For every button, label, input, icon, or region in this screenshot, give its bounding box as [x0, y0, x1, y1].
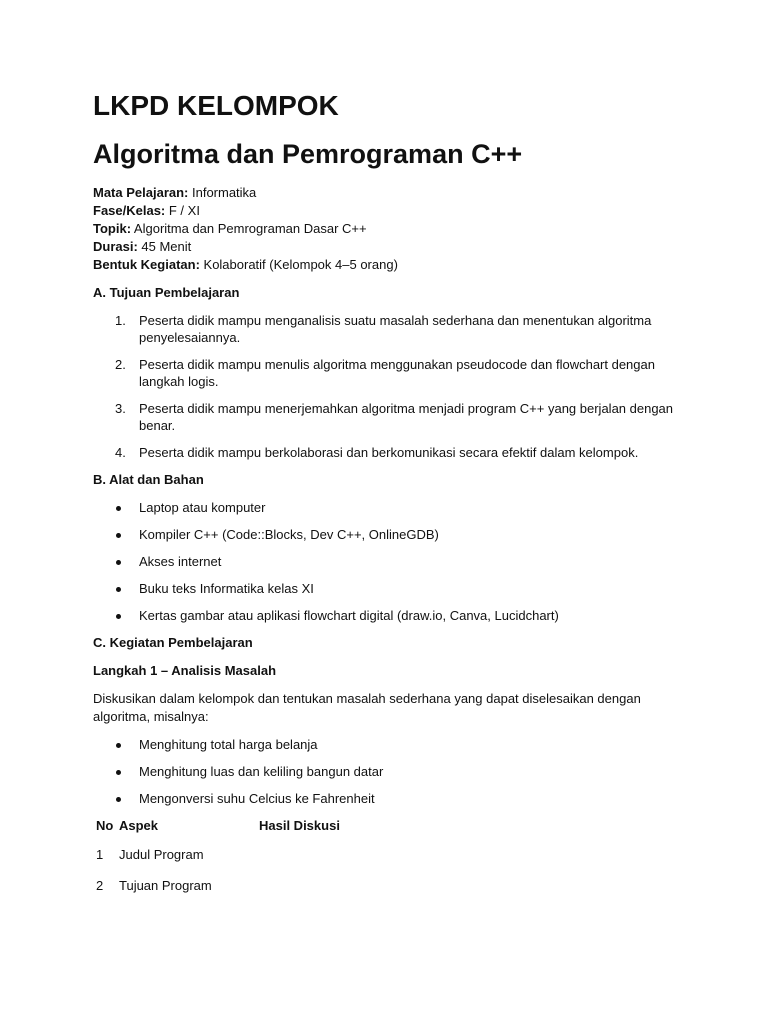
list-item: 1. Peserta didik mampu menganalisis suatu masalah sederhana dan menentukan algoritma penyelesaiannya. — [115, 313, 652, 345]
list-item: Laptop atau komputer — [93, 499, 693, 516]
list-item: Mengonversi suhu Celcius ke Fahrenheit — [93, 790, 693, 807]
cell-no: 1 — [96, 847, 104, 862]
list-item: Kompiler C++ (Code::Blocks, Dev C++, OnlineGDB) — [93, 526, 693, 543]
objectives-list — [93, 312, 693, 461]
step-1-heading: Langkah 1 – Analisis Masalah — [93, 663, 277, 678]
examples-list — [93, 736, 693, 807]
list-item: Kertas gambar atau aplikasi flowchart digital (draw.io, Canva, Lucidchart) — [93, 607, 693, 624]
bullet-icon — [116, 614, 121, 619]
table-header-row — [93, 817, 340, 846]
list-item: Menghitung luas dan keliling bangun datar — [93, 763, 693, 780]
bullet-icon — [116, 506, 121, 511]
cell-no: 2 — [96, 878, 104, 893]
bullet-icon — [116, 770, 121, 775]
meta-row-duration: Durasi: 45 Menit — [93, 239, 192, 254]
section-c-heading: C. Kegiatan Pembelajaran — [93, 635, 253, 650]
meta-row-activity: Bentuk Kegiatan: Kolaboratif (Kelompok 4–5 orang) — [93, 257, 398, 272]
meta-info — [93, 184, 693, 274]
list-item: 4. Peserta didik mampu berkolaborasi dan berkomunikasi secara efektif dalam kelompok. — [115, 445, 639, 460]
table-row — [93, 846, 340, 877]
tools-list — [93, 499, 693, 624]
discussion-table — [93, 817, 340, 908]
table-row — [93, 877, 340, 908]
bullet-icon — [116, 797, 121, 802]
cell-hasil[interactable] — [256, 877, 340, 908]
list-item: 3. Peserta didik mampu menerjemahkan algoritma menjadi program C++ yang berjalan dengan benar. — [115, 401, 674, 433]
header-aspek: Aspek — [119, 818, 159, 833]
list-item: 2. Peserta didik mampu menulis algoritma menggunakan pseudocode dan flowchart dengan langkah logis. — [115, 357, 655, 389]
list-item: Buku teks Informatika kelas XI — [93, 580, 693, 597]
list-item: Akses internet — [93, 553, 693, 570]
list-item: Menghitung total harga belanja — [93, 736, 693, 753]
header-no: No — [96, 818, 114, 833]
worksheet-page — [93, 88, 693, 908]
header-hasil-diskusi: Hasil Diskusi — [259, 818, 340, 833]
section-b-heading: B. Alat dan Bahan — [93, 472, 204, 487]
section-a-heading: A. Tujuan Pembelajaran — [93, 285, 240, 300]
meta-row-subject: Mata Pelajaran: Informatika — [93, 185, 257, 200]
bullet-icon — [116, 560, 121, 565]
meta-row-topic: Topik: Algoritma dan Pemrograman Dasar C++ — [93, 221, 367, 236]
page-subtitle: Algoritma dan Pemrograman C++ — [93, 139, 523, 169]
cell-aspek: Judul Program — [119, 847, 204, 862]
meta-row-phase: Fase/Kelas: F / XI — [93, 203, 200, 218]
bullet-icon — [116, 743, 121, 748]
bullet-icon — [116, 587, 121, 592]
bullet-icon — [116, 533, 121, 538]
step-1-paragraph: Diskusikan dalam kelompok dan tentukan masalah sederhana yang dapat diselesaikan dengan algoritma, misalnya: — [93, 691, 641, 724]
cell-hasil[interactable] — [256, 846, 340, 877]
page-title: LKPD KELOMPOK — [93, 90, 339, 121]
cell-aspek: Tujuan Program — [119, 878, 212, 893]
